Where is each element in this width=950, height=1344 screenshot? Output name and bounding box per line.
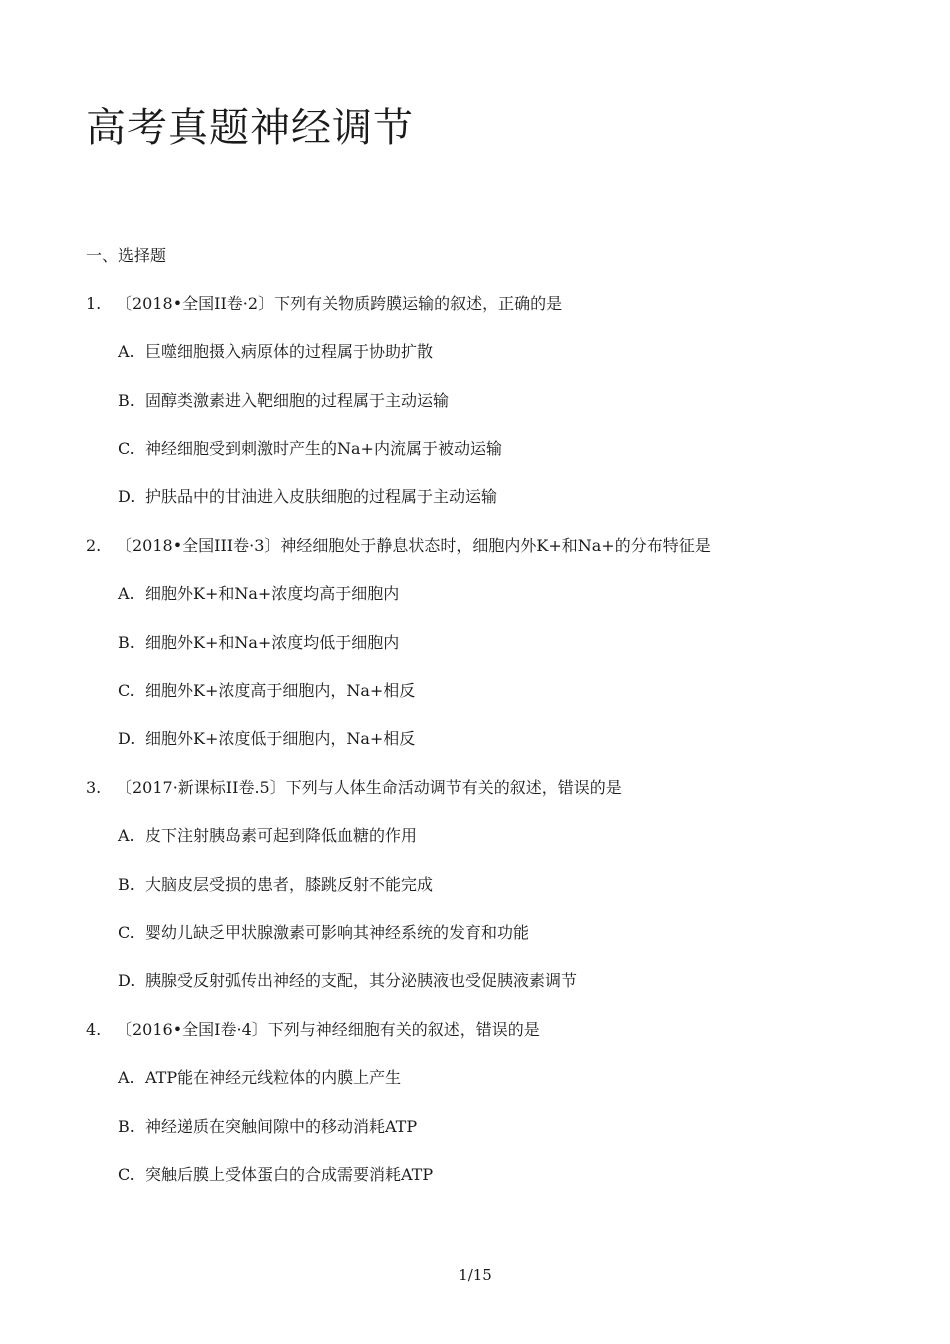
- question-3: [86, 776, 622, 800]
- question-1-option-c: [118, 437, 502, 461]
- question-3-option-d: [118, 969, 577, 993]
- option-letter: A.: [118, 826, 135, 845]
- option-letter: A.: [118, 584, 135, 603]
- option-letter: B.: [118, 391, 135, 410]
- question-number: 4.: [86, 1020, 102, 1039]
- section-heading: 一、选择题: [86, 246, 167, 265]
- option-text: 神经细胞受到刺激时产生的Na+内流属于被动运输: [145, 439, 502, 458]
- document-title: 高考真题神经调节: [86, 105, 414, 151]
- option-letter: B.: [118, 875, 135, 894]
- option-text: ATP能在神经元线粒体的内膜上产生: [145, 1068, 402, 1087]
- option-text: 细胞外K+和Na+浓度均高于细胞内: [145, 584, 400, 603]
- question-1-option-a: [118, 340, 433, 364]
- question-1-option-b: [118, 389, 449, 413]
- question-2-option-a: [118, 582, 399, 606]
- option-letter: D.: [118, 487, 136, 506]
- question-2-option-b: [118, 631, 399, 655]
- option-text: 婴幼儿缺乏甲状腺激素可影响其神经系统的发育和功能: [145, 923, 530, 942]
- question-3-option-a: [118, 824, 417, 848]
- option-text: 巨噬细胞摄入病原体的过程属于协助扩散: [145, 342, 434, 361]
- question-4-option-a: [118, 1066, 401, 1090]
- question-2: [86, 534, 711, 558]
- option-letter: B.: [118, 1117, 135, 1136]
- question-2-option-c: [118, 679, 415, 703]
- question-3-option-b: [118, 873, 433, 897]
- question-4: [86, 1018, 540, 1042]
- option-letter: C.: [118, 681, 135, 700]
- question-stem: 〔2018•全国II卷·2〕下列有关物质跨膜运输的叙述，正确的是: [116, 294, 563, 313]
- option-letter: C.: [118, 923, 135, 942]
- option-text: 皮下注射胰岛素可起到降低血糖的作用: [145, 826, 418, 845]
- option-letter: D.: [118, 729, 136, 748]
- question-number: 2.: [86, 536, 102, 555]
- question-stem: 〔2018•全国III卷·3〕神经细胞处于静息状态时，细胞内外K+和Na+的分布特征是: [116, 536, 711, 555]
- option-text: 细胞外K+浓度高于细胞内，Na+相反: [145, 681, 416, 700]
- option-letter: A.: [118, 342, 135, 361]
- option-letter: C.: [118, 439, 135, 458]
- question-stem: 〔2017·新课标II卷.5〕下列与人体生命活动调节有关的叙述，错误的是: [116, 778, 622, 797]
- option-text: 护肤品中的甘油进入皮肤细胞的过程属于主动运输: [145, 487, 498, 506]
- option-letter: A.: [118, 1068, 135, 1087]
- question-3-option-c: [118, 921, 529, 945]
- option-letter: D.: [118, 971, 136, 990]
- question-4-option-c: [118, 1163, 433, 1187]
- option-text: 神经递质在突触间隙中的移动消耗ATP: [145, 1117, 418, 1136]
- question-2-option-d: [118, 727, 415, 751]
- option-letter: B.: [118, 633, 135, 652]
- question-1-option-d: [118, 485, 497, 509]
- option-text: 突触后膜上受体蛋白的合成需要消耗ATP: [145, 1165, 434, 1184]
- question-number: 1.: [86, 294, 102, 313]
- question-stem: 〔2016•全国I卷·4〕下列与神经细胞有关的叙述，错误的是: [116, 1020, 540, 1039]
- question-1: [86, 292, 562, 316]
- option-text: 细胞外K+和Na+浓度均低于细胞内: [145, 633, 400, 652]
- question-number: 3.: [86, 778, 102, 797]
- option-text: 固醇类激素进入靶细胞的过程属于主动运输: [145, 391, 450, 410]
- option-text: 大脑皮层受损的患者，膝跳反射不能完成: [145, 875, 434, 894]
- option-text: 胰腺受反射弧传出神经的支配，其分泌胰液也受促胰液素调节: [145, 971, 578, 990]
- question-4-option-b: [118, 1115, 417, 1139]
- option-text: 细胞外K+浓度低于细胞内，Na+相反: [145, 729, 416, 748]
- option-letter: C.: [118, 1165, 135, 1184]
- page-number: 1/15: [458, 1266, 492, 1284]
